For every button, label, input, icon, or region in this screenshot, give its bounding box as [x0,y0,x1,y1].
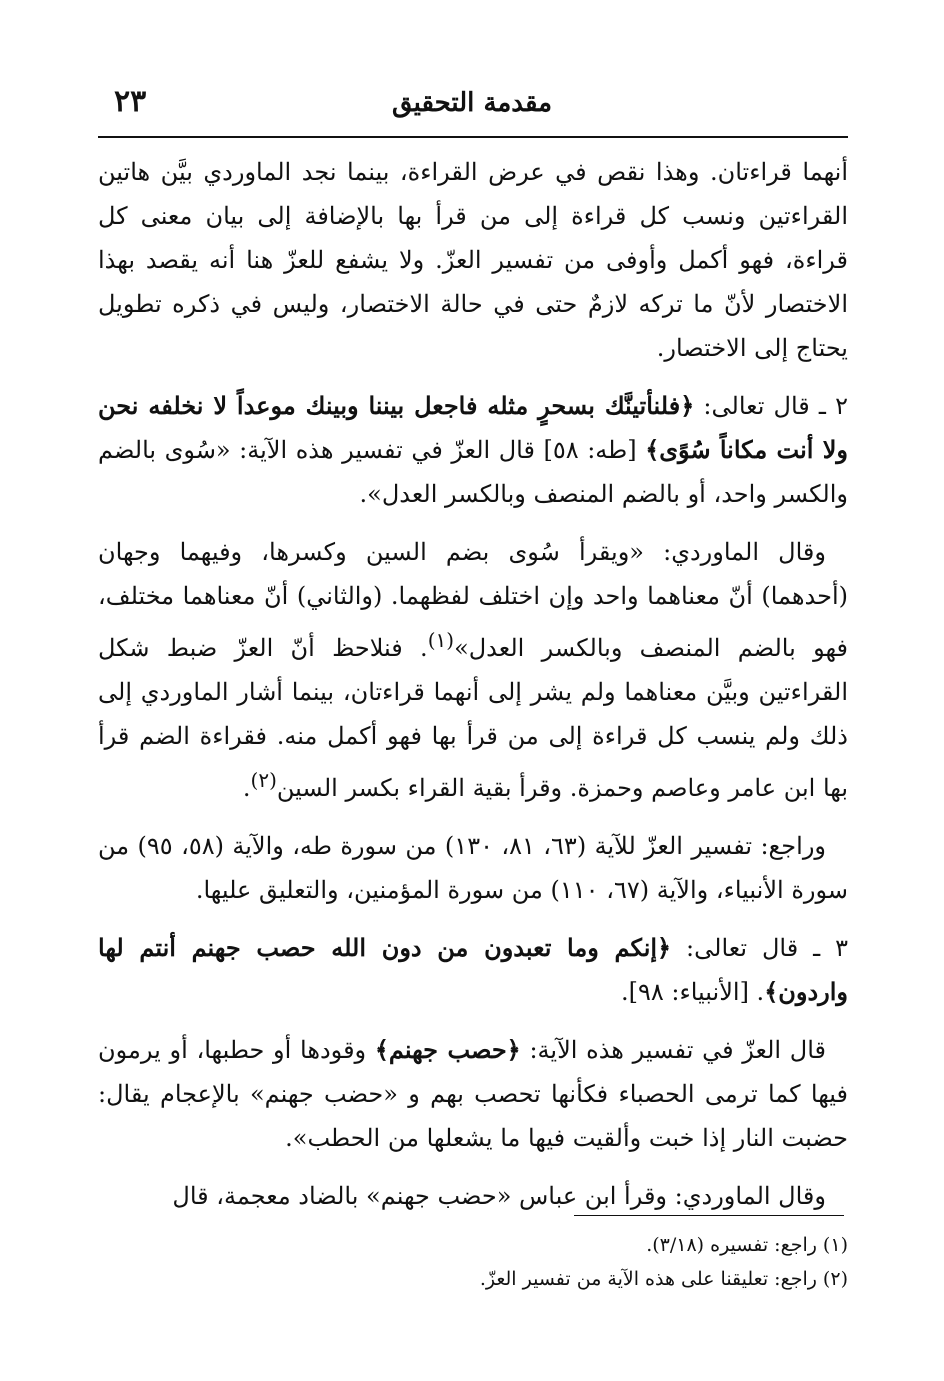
footnote-ref-2: (٢) [250,768,277,792]
footnote-2: (٢) راجع: تعليقنا على هذه الآية من تفسير العزّ. [479,1268,848,1290]
footnotes [98,1228,848,1296]
page-body [98,150,848,1232]
page-header [96,82,848,126]
paragraph-7: وقال الماوردي: وقرأ ابن عباس «حضب جهنم» بالضاد معجمة، قال [172,1182,826,1210]
paragraph-2-rest: [طه: ٥٨] قال العزّ في تفسير هذه الآية: «سُوى بالضم والكسر واحد، أو بالضم المنصف وبالكسر العدل». [98,436,848,508]
paragraph-5-rest: . [الأنبياء: ٩٨]. [620,978,765,1006]
footnote-divider [574,1215,844,1216]
paragraph-1: أنهما قراءتان. وهذا نقص في عرض القراءة، بينما نجد الماوردي بيَّن هاتين القراءتين ونسب كل قراءة إلى من قرأ بها بالإضافة إلى بيان معنى كل قراءة، فهو أكمل وأوفى من تفسير العزّ. ولا يشفع للعزّ هنا أنه يقصد بهذا الاختصار لأنّ ما تركه لازمٌ حتى في حالة الاختصار، وليس في ذكره تطويل يحتاج إلى الاختصار. [98,158,848,362]
page-title: مقدمة التحقيق [391,88,553,118]
quran-verse-anbiya: ﴿إنكم وما تعبدون من دون الله حصب جهنم أنتم لها واردون﴾ [98,933,848,1006]
quran-phrase: ﴿حصب جهنم﴾ [374,1035,521,1064]
footnote-1: (١) راجع: تفسيره (٣/١٨). [646,1234,848,1256]
paragraph-2 [98,384,848,516]
footnote-ref-1: (١) [427,628,455,652]
paragraph-2-lead: ٢ ـ قال تعالى: [694,392,848,420]
quran-verse-taha: ﴿فلنأتينَّك بسحرٍ مثله فاجعل بيننا وبينك موعداً لا نخلفه نحن ولا أنت مكاناً سُوًى﴾ [98,391,848,464]
paragraph-3-part-b: . فنلاحظ أنّ العزّ ضبط شكل القراءتين وبيَّن معناهما ولم يشر إلى أنهما قراءتان، بينما أشار الماوردي إلى ذلك ولم ينسب كل قراءة إلى من قرأ بها فهو أكمل منه. فقراءة الضم قرأ بها ابن عامر وعاصم وحمزة. وقرأ بقية القراء بكسر السين [98,634,848,802]
paragraph-6-part-a: قال العزّ في تفسير هذه الآية: [520,1036,826,1064]
page-number: ٢٣ [114,84,147,119]
paragraph-4: وراجع: تفسير العزّ للآية (٦٣، ٨١، ١٣٠) من سورة طه، والآية (٥٨، ٩٥) من سورة الأنبياء، والآية (٦٧، ١١٠) من سورة المؤمنين، والتعليق عليها. [98,832,848,904]
paragraph-3-part-a: وقال الماوردي: «ويقرأ سُوى بضم السين وكسرها، وفيهما وجهان (أحدهما) أنّ معناهما واحد وإن اختلف لفظهما. (والثاني) أنّ معناهما مختلف، فهو بالضم المنصف وبالكسر العدل» [98,538,849,662]
paragraph-3-part-c: . [242,774,251,802]
paragraph-6 [98,1028,848,1160]
paragraph-5-lead: ٣ ـ قال تعالى: [671,934,848,962]
header-divider [98,136,848,138]
paragraph-3 [98,530,848,810]
paragraph-5 [98,926,848,1014]
paragraph-6-part-b: وقودها أو حطبها، أو يرمون فيها كما ترمى الحصباء فكأنها تحصب بهم و «حضب جهنم» بالإعجام يقال: حضبت النار إذا خبت وألقيت فيها ما يشعلها من الحطب». [98,1036,848,1152]
